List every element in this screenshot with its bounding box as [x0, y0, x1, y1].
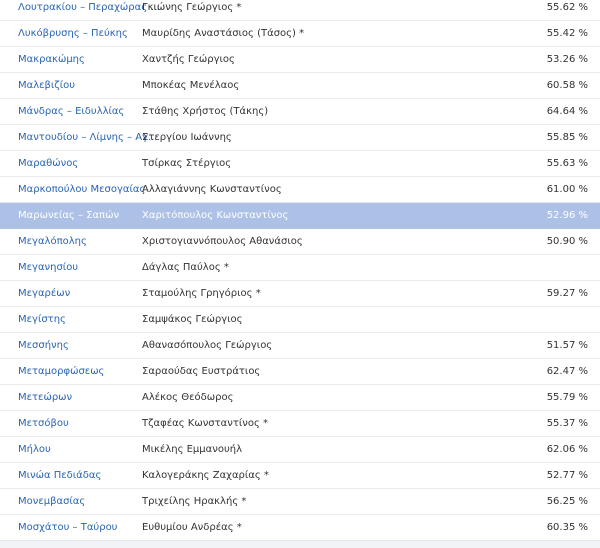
vote-percentage: 61.00 % [546, 184, 588, 195]
table-footer-strip [0, 540, 600, 548]
table-row[interactable] [0, 229, 600, 255]
table-row[interactable] [0, 21, 600, 47]
mayor-name: Χαντζής Γεώργιος [142, 54, 235, 65]
table-row[interactable] [0, 281, 600, 307]
municipality-link[interactable]: Μακρακώμης [18, 54, 85, 65]
vote-percentage: 51.57 % [546, 340, 588, 351]
vote-percentage: 55.37 % [546, 418, 588, 429]
vote-percentage: 62.47 % [546, 366, 588, 377]
mayor-name: Μαυρίδης Αναστάσιος (Τάσος) * [142, 28, 305, 39]
table-row[interactable] [0, 73, 600, 99]
vote-percentage: 52.77 % [546, 470, 588, 481]
municipality-link[interactable]: Μοσχάτου – Ταύρου [18, 522, 118, 533]
vote-percentage: 50.90 % [546, 236, 588, 247]
municipality-link[interactable]: Μεταμορφώσεως [18, 366, 105, 377]
table-row[interactable] [0, 385, 600, 411]
table-row[interactable] [0, 203, 600, 229]
table-row[interactable] [0, 463, 600, 489]
vote-percentage: 64.64 % [546, 106, 588, 117]
table-row[interactable] [0, 151, 600, 177]
mayor-name: Σαραούδας Ευστράτιος [142, 366, 261, 377]
mayor-name: Στεργίου Ιωάννης [142, 132, 232, 143]
municipality-link[interactable]: Λυκόβρυσης – Πεύκης [18, 28, 128, 39]
vote-percentage: 60.58 % [546, 80, 588, 91]
table-row[interactable] [0, 515, 600, 541]
municipality-link[interactable]: Μινώα Πεδιάδας [18, 470, 102, 481]
mayor-name: Δάγλας Παύλος * [142, 262, 229, 273]
table-row[interactable] [0, 333, 600, 359]
mayor-name: Αλέκος Θεόδωρος [142, 392, 234, 403]
table-row[interactable] [0, 125, 600, 151]
mayor-name: Αθανασόπουλος Γεώργιος [142, 340, 273, 351]
mayor-name: Χριστογιαννόπουλος Αθανάσιος [142, 236, 303, 247]
mayor-name: Καλογεράκης Ζαχαρίας * [142, 470, 269, 481]
mayor-name: Σταμούλης Γρηγόριος * [142, 288, 261, 299]
municipality-link[interactable]: Μάνδρας – Ειδυλλίας [18, 106, 125, 117]
table-row[interactable] [0, 437, 600, 463]
table-row[interactable] [0, 307, 600, 333]
municipality-link[interactable]: Μεσσήνης [18, 340, 69, 351]
municipality-link[interactable]: Μαρκοπούλου Μεσογαίας [18, 184, 146, 195]
table-row[interactable] [0, 359, 600, 385]
vote-percentage: 62.06 % [546, 444, 588, 455]
vote-percentage: 55.79 % [546, 392, 588, 403]
municipality-link[interactable]: Μεγαρέων [18, 288, 71, 299]
table-row[interactable] [0, 47, 600, 73]
municipality-link[interactable]: Μετσόβου [18, 418, 69, 429]
vote-percentage: 53.26 % [546, 54, 588, 65]
vote-percentage: 55.42 % [546, 28, 588, 39]
municipality-link[interactable]: Μαλεβιζίου [18, 80, 76, 91]
vote-percentage: 56.25 % [546, 496, 588, 507]
vote-percentage: 60.35 % [546, 522, 588, 533]
municipality-link[interactable]: Μαρωνείας – Σαπών [18, 210, 120, 221]
mayor-name: Γκιώνης Γεώργιος * [142, 2, 242, 13]
table-row[interactable] [0, 177, 600, 203]
table-row[interactable] [0, 0, 600, 21]
mayor-name: Χαριτόπουλος Κωνσταντίνος [142, 210, 289, 221]
municipality-link[interactable]: Μαντουδίου – Λίμνης – Αγ... [18, 132, 158, 143]
municipality-link[interactable]: Μήλου [18, 444, 51, 455]
mayor-name: Μποκέας Μενέλαος [142, 80, 240, 91]
vote-percentage: 55.63 % [546, 158, 588, 169]
mayor-name: Τσίρκας Στέργιος [142, 158, 232, 169]
mayor-name: Τζαφέας Κωνσταντίνος * [142, 418, 268, 429]
municipality-link[interactable]: Μεγανησίου [18, 262, 79, 273]
municipality-link[interactable]: Μονεμβασίας [18, 496, 86, 507]
mayor-name: Αλλαγιάννης Κωνσταντίνος [142, 184, 282, 195]
municipality-link[interactable]: Μεγίστης [18, 314, 66, 325]
municipality-link[interactable]: Μαραθώνος [18, 158, 79, 169]
vote-percentage: 52.96 % [546, 210, 588, 221]
mayor-name: Σαμψάκος Γεώργιος [142, 314, 243, 325]
mayor-name: Τριχείλης Ηρακλής * [142, 496, 247, 507]
vote-percentage: 55.62 % [546, 2, 588, 13]
municipality-link[interactable]: Μετεώρων [18, 392, 73, 403]
mayor-name: Στάθης Χρήστος (Τάκης) [142, 106, 269, 117]
vote-percentage: 55.85 % [546, 132, 588, 143]
municipality-link[interactable]: Λουτρακίου – Περαχώρας ... [18, 2, 160, 13]
vote-percentage: 59.27 % [546, 288, 588, 299]
table-row[interactable] [0, 411, 600, 437]
table-row[interactable] [0, 489, 600, 515]
table-row[interactable] [0, 255, 600, 281]
municipality-link[interactable]: Μεγαλόπολης [18, 236, 87, 247]
mayor-name: Ευθυμίου Ανδρέας * [142, 522, 242, 533]
table-row[interactable] [0, 99, 600, 125]
mayor-name: Μικέλης Εμμανουήλ [142, 444, 242, 455]
